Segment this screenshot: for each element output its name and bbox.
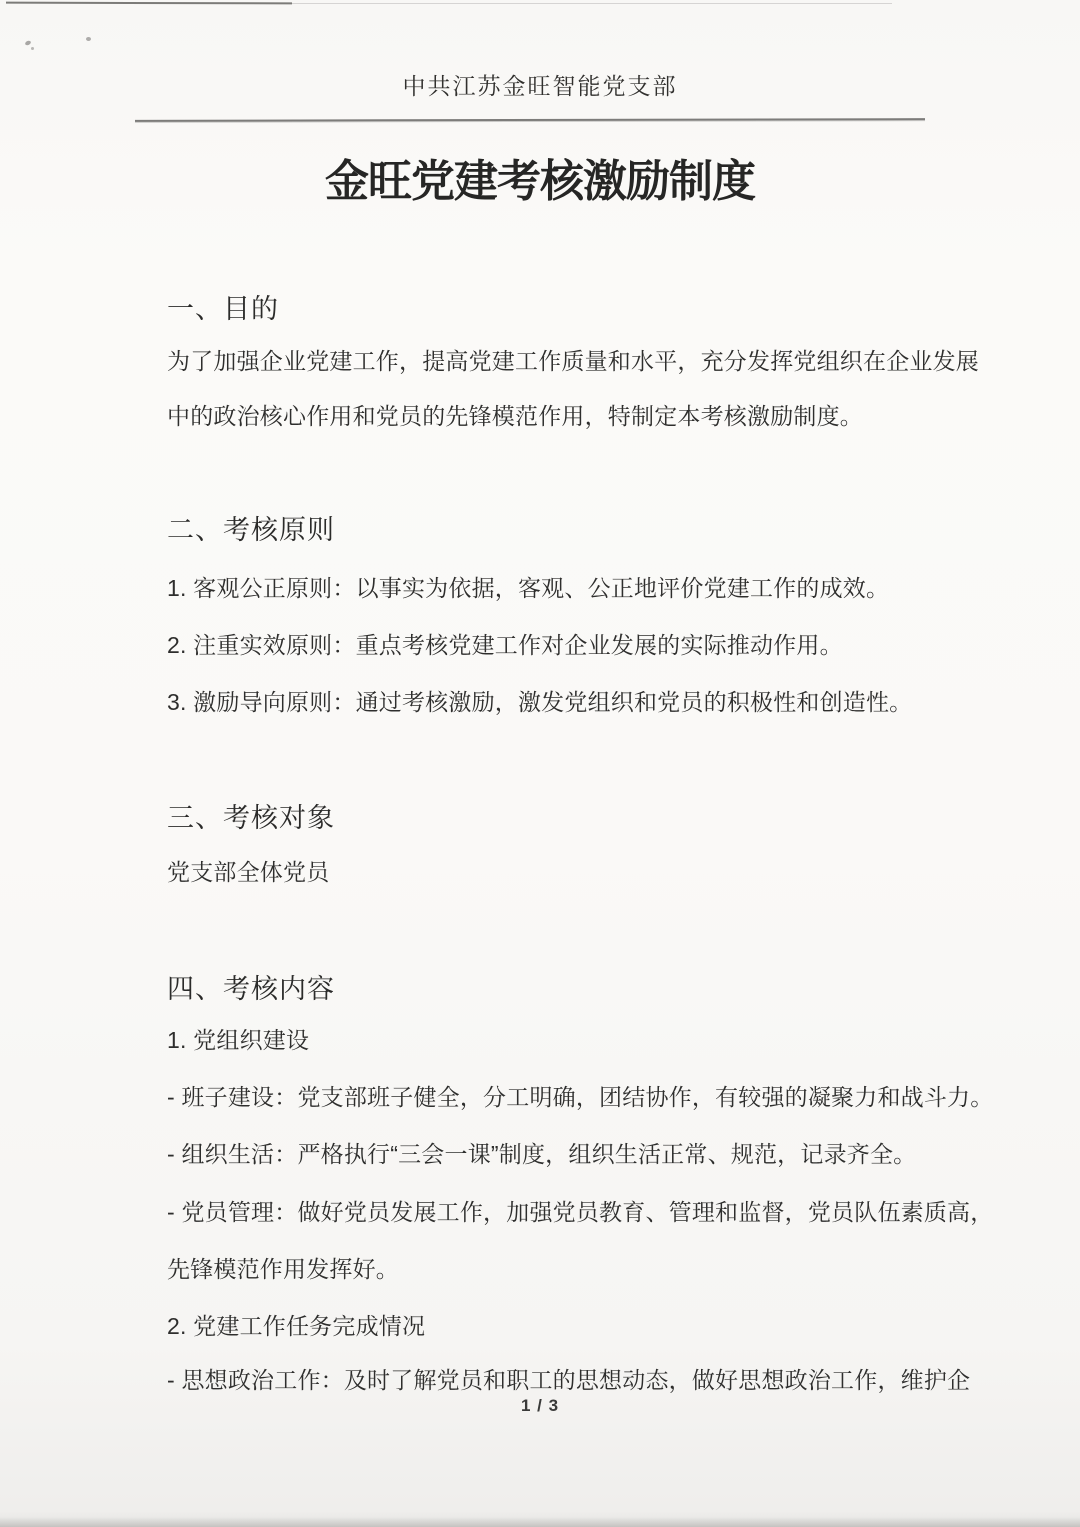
scan-speck xyxy=(31,47,34,50)
body-line: 1. 党组织建设 xyxy=(167,1027,310,1053)
scan-speck xyxy=(24,40,31,46)
body-line: 3. 激励导向原则：通过考核激励，激发党组织和党员的积极性和创造性。 xyxy=(167,689,913,715)
scan-edge-artifact-faint xyxy=(292,3,892,4)
scan-speck xyxy=(86,37,91,41)
section-heading-content: 四、考核内容 xyxy=(167,974,335,1004)
organization-header: 中共江苏金旺智能党支部 xyxy=(402,74,678,99)
scan-bottom-shade xyxy=(0,1517,1080,1527)
body-line: 2. 党建工作任务完成情况 xyxy=(167,1313,426,1339)
body-line: 2. 注重实效原则：重点考核党建工作对企业发展的实际推动作用。 xyxy=(167,632,843,658)
body-line: 1. 客观公正原则：以事实为依据，客观、公正地评价党建工作的成效。 xyxy=(167,575,890,601)
document-title: 金旺党建考核激励制度 xyxy=(325,157,755,206)
body-line: - 思想政治工作：及时了解党员和职工的思想动态，做好思想政治工作，维护企 xyxy=(167,1367,971,1393)
body-line: - 组织生活：严格执行“三会一课”制度，组织生活正常、规范，记录齐全。 xyxy=(167,1141,917,1167)
body-line: - 班子建设：党支部班子健全，分工明确，团结协作，有较强的凝聚力和战斗力。 xyxy=(167,1084,994,1110)
body-line: 中的政治核心作用和党员的先锋模范作用，特制定本考核激励制度。 xyxy=(167,403,863,429)
section-heading-purpose: 一、目的 xyxy=(167,294,279,324)
section-heading-principles: 二、考核原则 xyxy=(167,515,335,545)
body-line: 先锋模范作用发挥好。 xyxy=(167,1256,399,1282)
section-heading-targets: 三、考核对象 xyxy=(167,803,335,833)
scan-edge-artifact xyxy=(6,2,292,5)
body-line: - 党员管理：做好党员发展工作，加强党员教育、管理和监督，党员队伍素质高， xyxy=(167,1199,994,1225)
page-number: 1 / 3 xyxy=(520,1396,560,1415)
body-line: 为了加强企业党建工作，提高党建工作质量和水平，充分发挥党组织在企业发展 xyxy=(167,348,979,374)
body-line: 党支部全体党员 xyxy=(167,859,330,885)
header-divider xyxy=(135,118,925,122)
